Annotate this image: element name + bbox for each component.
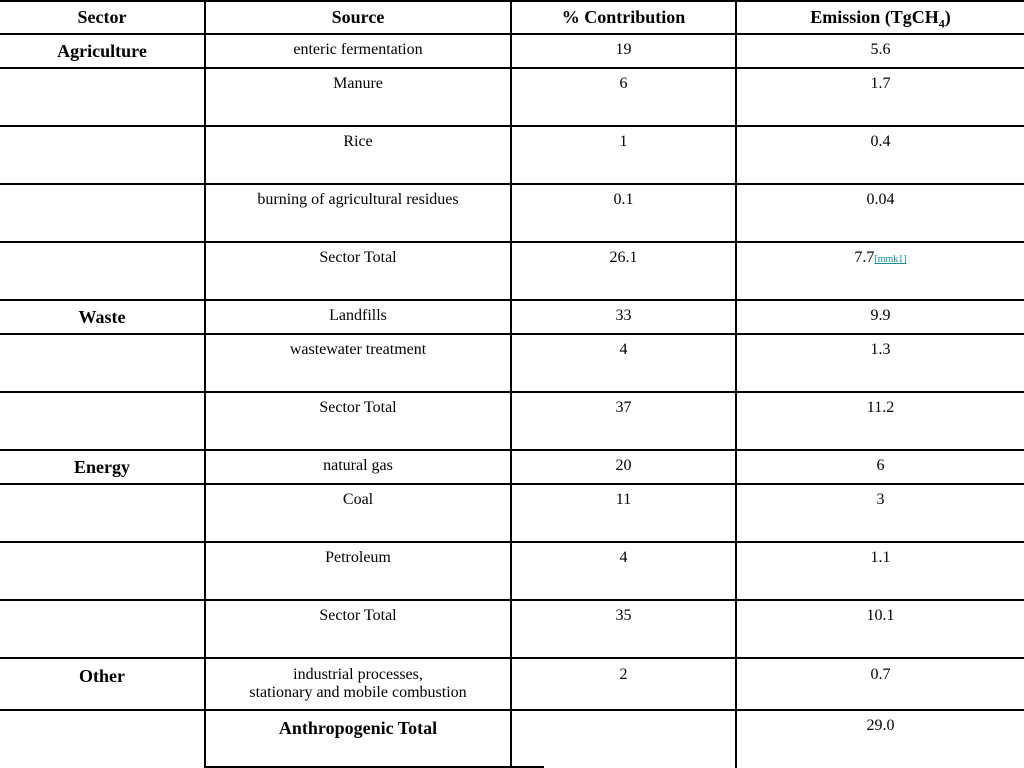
row-divider [0, 333, 1024, 335]
row-divider [0, 449, 1024, 451]
emission-cell [737, 249, 1024, 269]
row-divider [0, 67, 1024, 69]
anthropogenic-total-label: Anthropogenic Total [278, 718, 438, 738]
sector-label-agriculture: Agriculture [57, 41, 147, 61]
row-divider [0, 657, 1024, 659]
sector-label-energy: Energy [74, 457, 130, 477]
row-divider [0, 0, 1024, 2]
source-cell: Coal [342, 491, 374, 508]
row-divider [0, 483, 1024, 485]
source-cell: Manure [333, 75, 383, 92]
emission-cell: 1.1 [870, 549, 891, 566]
sector-label-other: Other [79, 666, 125, 686]
emission-cell: 0.7 [870, 666, 891, 683]
emission-cell: 1.7 [870, 75, 891, 92]
contribution-cell: 1 [619, 133, 628, 150]
comment-link[interactable]: [mmk1] [874, 254, 907, 265]
emission-cell: 6 [876, 457, 885, 474]
header-emission-prefix: Emission (TgCH [810, 7, 939, 27]
column-divider [510, 0, 512, 768]
source-cell: Sector Total [319, 249, 397, 266]
contribution-cell: 6 [619, 75, 628, 92]
emission-cell: 3 [876, 491, 885, 508]
contribution-cell: 4 [619, 549, 628, 566]
source-cell: Sector Total [319, 399, 397, 416]
contribution-cell: 20 [615, 457, 632, 474]
emission-cell: 10.1 [866, 607, 895, 624]
source-cell: burning of agricultural residues [257, 191, 459, 208]
row-divider [0, 599, 1024, 601]
emission-cell: 9.9 [870, 307, 891, 324]
header-emission [737, 7, 1024, 34]
contribution-cell: 26.1 [609, 249, 638, 266]
sector-label-waste: Waste [78, 307, 126, 327]
emission-cell: 11.2 [866, 399, 895, 416]
header-emission-subscript: 4 [938, 16, 945, 31]
header-emission-suffix: ) [944, 7, 951, 27]
contribution-cell: 0.1 [613, 191, 634, 208]
source-cell: Petroleum [325, 549, 391, 566]
source-cell: natural gas [323, 457, 393, 474]
row-divider [0, 125, 1024, 127]
emission-cell: 0.04 [866, 191, 895, 208]
row-divider [0, 183, 1024, 185]
emission-value: 7.7 [854, 249, 875, 266]
contribution-cell: 37 [615, 399, 632, 416]
total-emission-cell: 29.0 [866, 717, 895, 734]
source-line: industrial processes, [293, 666, 423, 683]
emission-cell: 0.4 [870, 133, 891, 150]
column-divider [735, 0, 737, 768]
source-cell: wastewater treatment [289, 341, 427, 358]
contribution-cell: 35 [615, 607, 632, 624]
row-divider [0, 299, 1024, 301]
row-divider [0, 709, 1024, 711]
source-cell: Sector Total [319, 607, 397, 624]
row-divider [0, 541, 1024, 543]
header-contribution: % Contribution [561, 7, 686, 27]
contribution-cell: 2 [619, 666, 628, 683]
contribution-cell: 33 [615, 307, 632, 324]
column-divider [204, 0, 206, 768]
contribution-cell: 19 [615, 41, 632, 58]
contribution-cell: 11 [615, 491, 632, 508]
row-divider [0, 391, 1024, 393]
row-divider [0, 241, 1024, 243]
header-source: Source [331, 7, 385, 27]
source-cell [206, 666, 510, 702]
source-line: stationary and mobile combustion [249, 684, 467, 701]
emission-cell: 1.3 [870, 341, 891, 358]
contribution-cell: 4 [619, 341, 628, 358]
source-cell: Rice [343, 133, 373, 150]
source-cell: enteric fermentation [293, 41, 423, 58]
source-cell: Landfills [329, 307, 387, 324]
emission-cell: 5.6 [870, 41, 891, 58]
header-sector: Sector [77, 7, 127, 27]
